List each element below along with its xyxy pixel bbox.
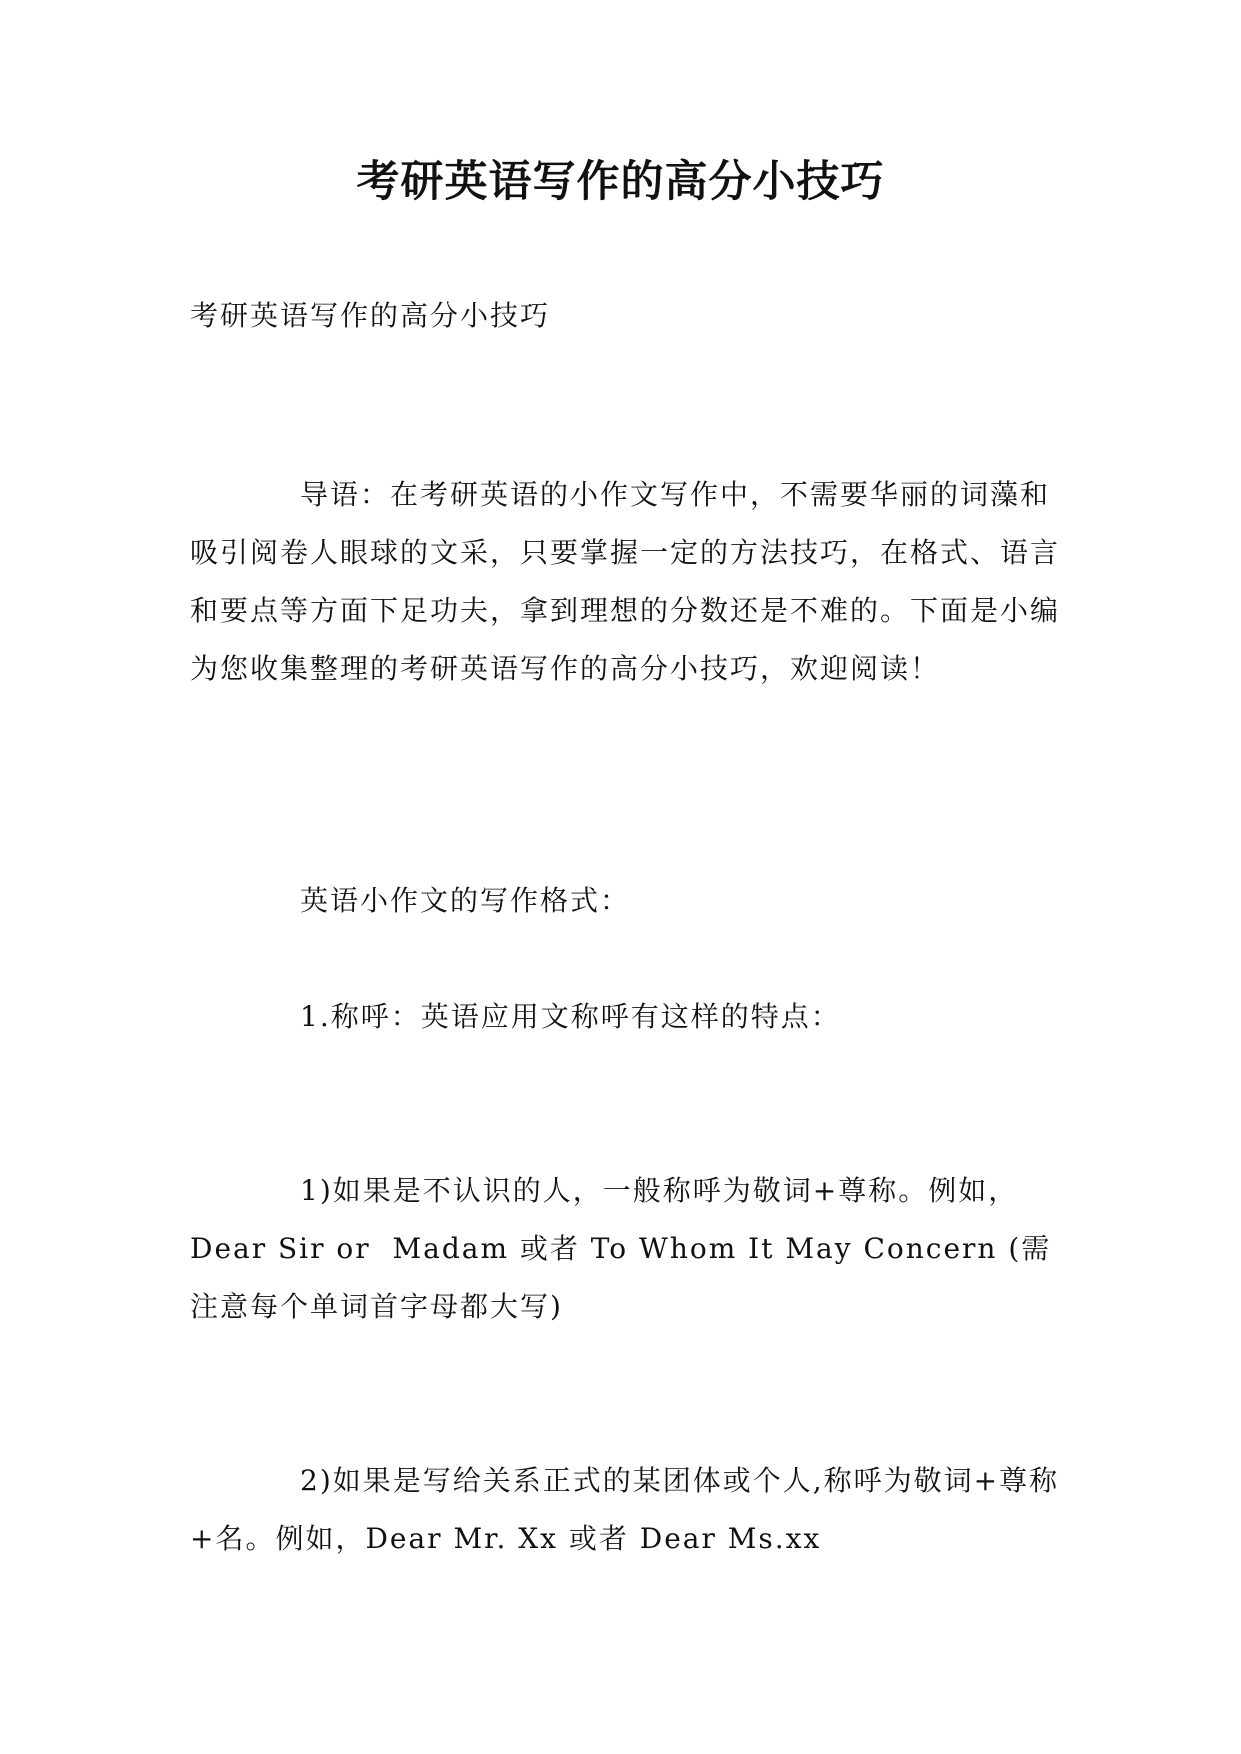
item1-point1: 1)如果是不认识的人，一般称呼为敬词+尊称。例如，Dear Sir or Madam 或者 To Whom It May Concern (需注意每个单词首字母都大写)	[190, 1174, 1052, 1323]
item1-heading: 1.称呼：英语应用文称呼有这样的特点：	[300, 1000, 841, 1033]
section-heading: 英语小作文的写作格式：	[300, 884, 631, 917]
intro-paragraph: 导语：在考研英语的小作文写作中，不需要华丽的词藻和吸引阅卷人眼球的文采，只要掌握一定的方法技巧，在格式、语言和要点等方面下足功夫，拿到理想的分数还是不难的。下面是小编为您收集整理的考研英语写作的高分小技巧，欢迎阅读！	[190, 478, 1061, 685]
item1-point2: 2)如果是写给关系正式的某团体或个人,称呼为敬词+尊称+名。例如，Dear Mr. Xx 或者 Dear Ms.xx	[190, 1464, 1060, 1555]
document-subtitle: 考研英语写作的高分小技巧	[190, 299, 551, 332]
document-title: 考研英语写作的高分小技巧	[356, 157, 885, 207]
